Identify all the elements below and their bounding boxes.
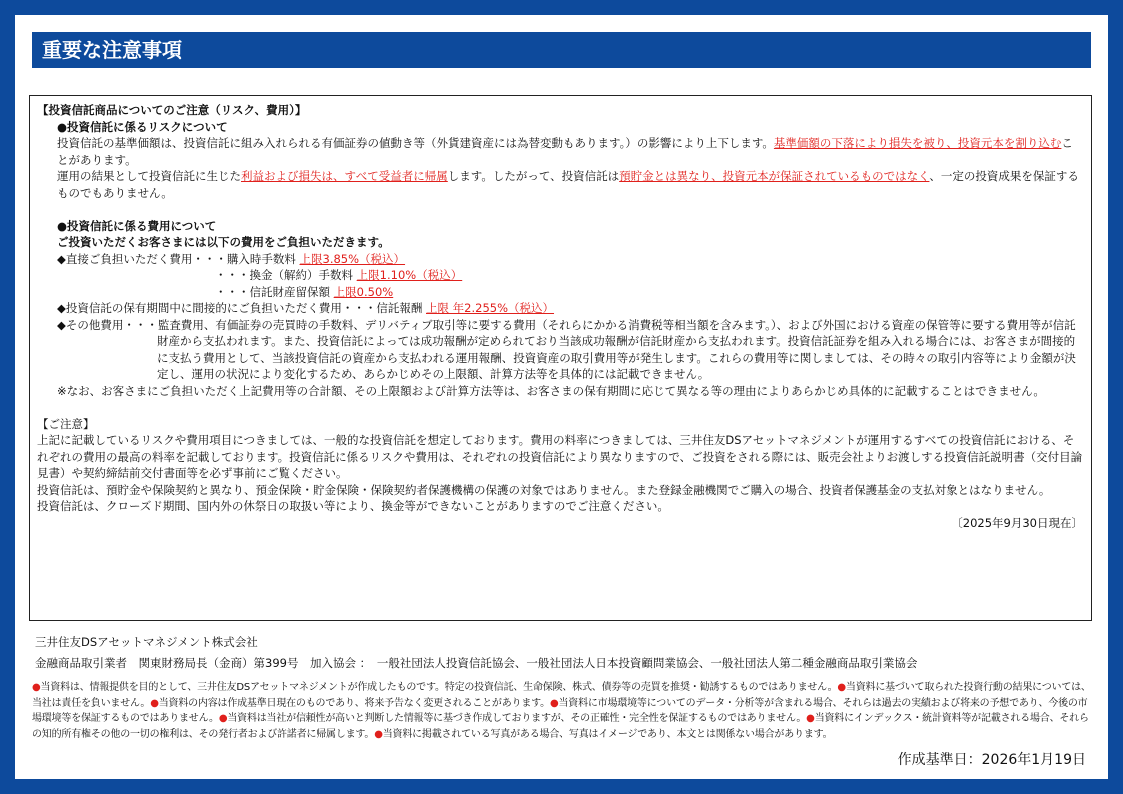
risk-text: ことがあります。: [57, 136, 1073, 167]
bullet-icon: ●: [32, 682, 41, 693]
fee-value: 上限1.10%（税込）: [356, 268, 463, 282]
caution-paragraph-1: 上記に記載しているリスクや費用項目につきましては、一般的な投資信託を想定しております。費用の料率につきましては、三井住友DSアセットマネジメントが運用するすべての投資信託における、それぞれの費用の最高の料率を記載しております。投資信託に係るリスクや費用は、それぞれの投資信託により異なりますので、ご投資をされる際には、販売会社よりお渡しする投資信託説明書（交付目論見書）や契約締結前交付書面等を必ず事前にご覧ください。: [37, 433, 1083, 480]
risk-emphasis: 利益および損失は、すべて受益者に帰属: [241, 169, 448, 183]
risk-heading: ●投資信託に係るリスクについて: [57, 119, 228, 134]
caution-paragraph-3: 投資信託は、クローズド期間、国内外の休祭日の取扱い等により、換金等ができないことがありますのでご注意ください。: [37, 499, 669, 513]
risk-text: 運用の結果として投資信託に生じた: [57, 169, 241, 183]
bullet-icon: ●: [150, 697, 159, 709]
bullet-icon: ●: [806, 713, 815, 724]
bullet-icon: ●: [837, 682, 846, 693]
bullet-icon: ●: [218, 713, 228, 724]
fee-other: ◆その他費用・・・監査費用、有価証券の売買時の手数料、デリバティブ取引等に要する費用（それらにかかる消費税等相当額を含みます。）、および外国における資産の保管等に要する費用等が信託財産から支払われます。また、投資信託によっては成功報酬が定められており当該成功報酬が信託財産から支払われます。投資信託証券を組み入れる場合には、お客さまが間接的に支払う費用として、当該投資信託の資産から支払われる運用報酬、投資資産の取引費用等が発生します。これらの費用等に関しましては、その時々の取引内容等により金額が決定し、運用の状況により変化するため、あらかじめその上限額、計算方法等を具体的には記載できません。: [57, 317, 1076, 381]
disclaimer-item: 当資料に掲載されている写真がある場合、写真はイメージであり、本文とは関係ない場合があります。: [382, 728, 833, 740]
page: [15, 15, 1108, 779]
fee-indirect-row: [37, 300, 1083, 317]
page-title: 重要な注意事項: [32, 32, 1091, 68]
fee-label: ◆投資信託の保有期間中に間接的にご負担いただく費用・・・信託報酬: [57, 301, 423, 315]
risk-paragraph-1: [37, 135, 1083, 168]
risk-emphasis: 基準価額の下落により損失を被り、投資元本を割り込む: [773, 136, 1062, 150]
fee-label: ・・・換金（解約）手数料: [215, 268, 353, 282]
fee-retention-row: [37, 284, 1083, 301]
disclaimer: [32, 680, 1094, 742]
registration-info: 金融商品取引業者 関東財務局長（金商）第399号 加入協会 ： 一般社団法人投資信託協会、一般社団法人日本投資顧問業協会、一般社団法人第二種金融商品取引業協会: [35, 656, 918, 670]
bullet-icon: ●: [374, 728, 383, 740]
disclaimer-item: 当資料に市場環境等についてのデータ・分析等が含まれる場合、それらは過去の実績および将来の予想であり、今後の市場環境等を保証するものではありません。: [32, 697, 1088, 724]
disclaimer-item: 当資料は、情報提供を目的として、三井住友DSアセットマネジメントが作成したものです。特定の投資信託、生命保険、株式、債券等の売買を推奨・勧誘するものではありません。: [40, 682, 838, 693]
disclaimer-item: 当資料は当社が信頼性が高いと判断した情報等に基づき作成しておりますが、その正確性・完全性を保証するものではありません。: [227, 713, 807, 724]
company-name: 三井住友DSアセットマネジメント株式会社: [35, 635, 258, 649]
disclaimer-item: 当資料にインデックス・統計資料等が記載される場合、それらの知的所有権その他の一切の権利は、その発行者および許諾者に帰属します。: [32, 713, 1089, 740]
risk-text: します。したがって、投資信託は: [447, 169, 620, 183]
risk-emphasis: 預貯金とは異なり、投資元本が保証されているものではなく: [619, 169, 930, 183]
fee-label: ◆直接ご負担いただく費用・・・購入時手数料: [57, 251, 296, 266]
fee-exchange-row: [37, 267, 1083, 284]
caution-heading: 【ご注意】: [37, 416, 95, 431]
risk-paragraph-2: [37, 168, 1083, 201]
fee-value: 上限0.50%: [333, 284, 394, 299]
as-of-date: 〔2025年9月30日現在〕: [951, 515, 1083, 530]
risk-text: 投資信託の基準価額は、投資信託に組み入れられる有価証券の値動き等（外貨建資産には為替変動もあります。）の影響により上下します。: [57, 136, 774, 150]
caution-paragraph-2: 投資信託は、預貯金や保険契約と異なり、預金保険・貯金保険・保険契約者保護機構の保護の対象ではありません。また登録金融機関でご購入の場合、投資者保護基金の支払対象とはなりません。: [37, 482, 1051, 497]
risk-text: 、一定の投資成果を保証するものでもありません。: [57, 169, 1079, 200]
fee-label: ・・・信託財産留保額: [215, 284, 330, 299]
fee-direct-row: [37, 251, 1083, 268]
creation-date: 作成基準日：2026年1月19日: [897, 752, 1086, 768]
investment-trust-notice-box: [29, 95, 1092, 621]
notice-header: 【投資信託商品についてのご注意（リスク、費用）】: [37, 103, 307, 117]
disclaimer-item: 当資料の内容は作成基準日現在のものであり、将来予告なく変更されることがあります。: [158, 697, 550, 709]
fee-subheading: ご投資いただくお客さまには以下の費用をご負担いただきます。: [57, 235, 390, 249]
fee-heading: ●投資信託に係る費用について: [57, 218, 217, 233]
fee-note: ※なお、お客さまにご負担いただく上記費用等の合計額、その上限額および計算方法等は、お客さまの保有期間に応じて異なる等の理由によりあらかじめ具体的に記載することはできません。: [57, 383, 1045, 398]
fee-value: 上限3.85%（税込）: [299, 251, 406, 266]
bullet-icon: ●: [549, 697, 559, 709]
fee-value: 上限 年2.255%（税込）: [426, 301, 555, 315]
disclaimer-item: 当資料に基づいて取られた投資行動の結果については、当社は責任を負いません。: [32, 682, 1091, 709]
